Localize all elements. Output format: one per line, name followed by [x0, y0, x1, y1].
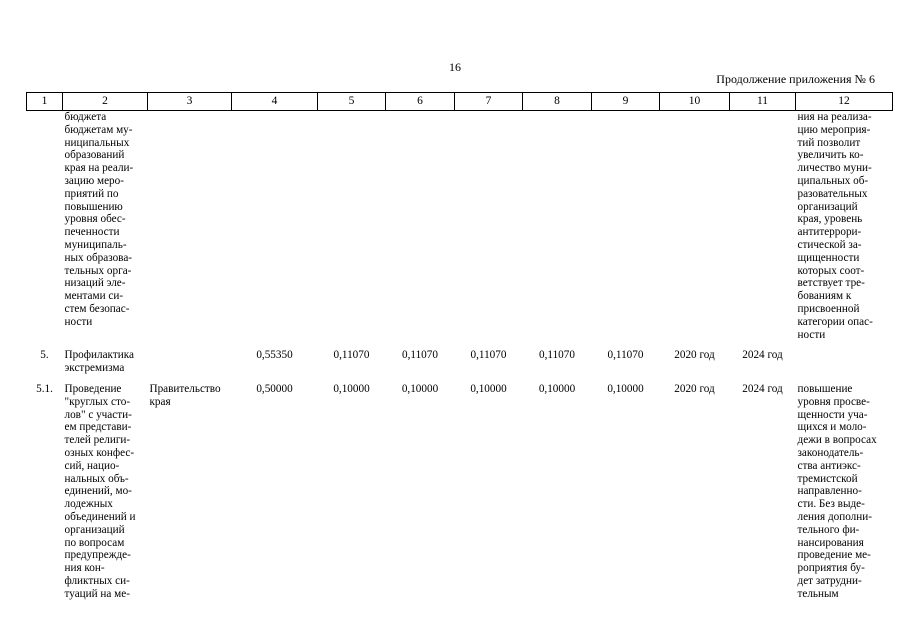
row-spacer — [27, 375, 893, 383]
amount-year: 0,11070 — [539, 349, 575, 362]
table-row — [27, 111, 893, 342]
column-header: 3 — [148, 93, 232, 111]
measure-name: Профилактика экстремизма — [64, 349, 134, 375]
amount-year: 0,11070 — [607, 349, 644, 362]
page-number: 16 — [449, 60, 461, 74]
end-year: 2024 год — [742, 349, 783, 362]
amount-year: 0,11070 — [333, 349, 370, 362]
amount-year — [592, 111, 660, 342]
executor — [148, 111, 232, 342]
row-spacer — [27, 341, 893, 349]
start-year — [660, 111, 730, 342]
start-year: 2020 год — [674, 382, 715, 395]
amount-year — [523, 111, 592, 342]
row-number: 5.1. — [36, 382, 53, 395]
column-header: 7 — [455, 93, 523, 111]
row-number — [27, 111, 63, 342]
amount-year: 0,10000 — [538, 382, 576, 395]
column-header: 5 — [318, 93, 386, 111]
column-header: 6 — [386, 93, 455, 111]
total-amount: 0,55350 — [256, 349, 293, 362]
start-year: 2020 год — [674, 349, 715, 362]
expected-result: ния на реализа- цию мероприя- тий позволит увеличить ко- личество муни- ципальных об- разовательных организаций края, уровень антитеррори- стической за- щищенности которых соот- ветствует тре- бованиям к присвоенной категории опас- ности — [797, 111, 873, 341]
total-amount: 0,50000 — [256, 382, 293, 395]
table-row — [27, 349, 893, 375]
amount-year: 0,10000 — [333, 382, 370, 395]
amount-year — [455, 111, 523, 342]
column-header: 10 — [660, 93, 730, 111]
column-header: 8 — [523, 93, 592, 111]
continuation-label: Продолжение приложения № 6 — [716, 72, 875, 86]
column-header: 1 — [27, 93, 63, 111]
header-row — [27, 93, 893, 111]
amount-year — [318, 111, 386, 342]
amount-year: 0,10000 — [470, 382, 507, 395]
measure-name: бюджета бюджетам му- ниципальных образований края на реали- зацию меро- приятий по повышению уровня обес- печенности муниципаль- ных образова- тельных орга- низаций эле- ментами си- стем безопас- ности — [64, 111, 134, 328]
total-amount — [232, 111, 318, 342]
row-number: 5. — [40, 349, 49, 362]
column-header: 12 — [796, 93, 893, 111]
column-header: 2 — [63, 93, 148, 111]
amount-year: 0,11070 — [470, 349, 507, 362]
executor — [148, 349, 232, 375]
executor: Правительство края — [149, 382, 221, 408]
table-row — [27, 383, 893, 601]
program-table — [26, 92, 893, 600]
column-header: 4 — [232, 93, 318, 111]
amount-year: 0,10000 — [607, 382, 644, 395]
amount-year: 0,10000 — [401, 382, 439, 395]
measure-name: Проведение "круглых сто- лов" с участи- ем представи- телей религи- озных конфес- сий, нацио- нальных объ- единений, мо- лодежных объединений и организаций по вопросам предупрежде- ния кон- фликтных си- туаций на ме- — [64, 382, 136, 600]
column-header: 11 — [730, 93, 796, 111]
amount-year — [386, 111, 455, 342]
end-year: 2024 год — [742, 382, 783, 395]
amount-year: 0,11070 — [402, 349, 438, 362]
column-header: 9 — [592, 93, 660, 111]
end-year — [730, 111, 796, 342]
expected-result: повышение уровня просве- щенности уча- щихся и моло- дежи в вопросах законодатель- ства антиэкс- тремистской направленно- сти. Без выде- ления дополни- тельного фи- нансирования проведение ме- роприятия бу- дет затрудни- тельным — [797, 382, 877, 600]
expected-result — [796, 349, 893, 375]
